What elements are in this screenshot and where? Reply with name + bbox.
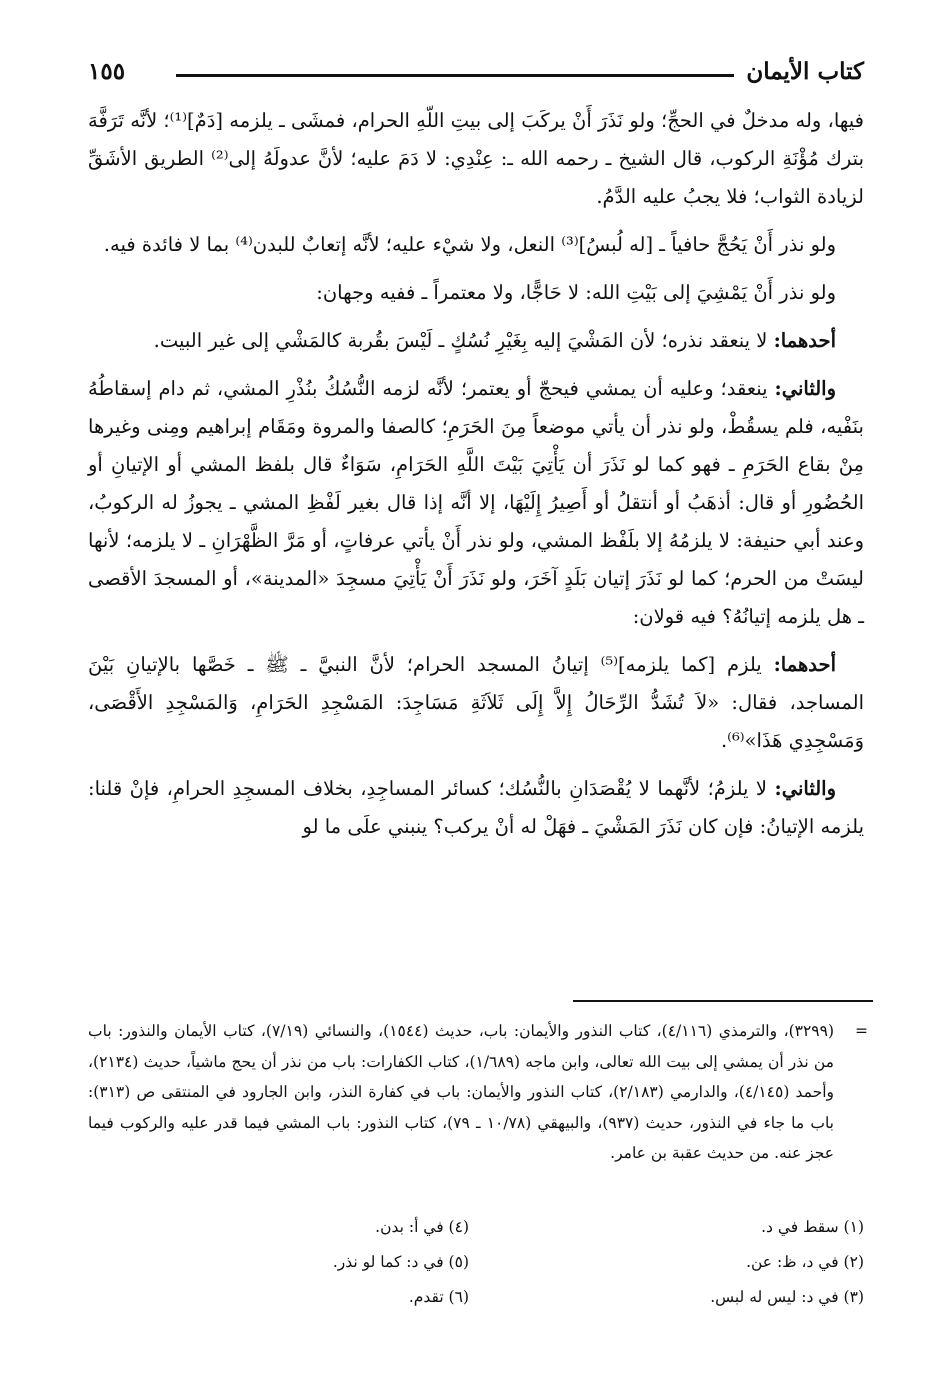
paragraph-lead: والثاني: xyxy=(774,377,836,400)
paragraph-1: فيها، وله مدخلٌ في الحجِّ؛ ولو نَذَرَ أَنْ يركَبَ إلى بيتِ اللّهِ الحرام، فمشَى ـ يلزمه [دَمٌ]⁽¹⁾؛ لأنَّه تَرَفَّهَ بترك مُؤْنَةِ الركوب، قال الشيخ ـ رحمه الله ـ: عِنْدِي: لا دَمَ عليه؛ لأنَّ عدولَهُ إلى⁽²⁾ الطريق الأشَقِّ لزيادة الثواب؛ فلا يجبُ عليه الدَّمُ. xyxy=(88,109,864,208)
paragraph-6 xyxy=(88,646,864,760)
paragraph-lead: أحدهما: xyxy=(773,653,836,676)
footnote-separator xyxy=(573,1000,873,1002)
continuation-text: (٣٢٩٩)، والترمذي (٤/١١٦)، كتاب النذور والأيمان: باب، حديث (١٥٤٤)، والنسائي (٧/١٩)، كتاب الأيمان والنذور: باب من نذر أن يمشي إلى بيت الله تعالى، وابن ماجه (١/٦٨٩)، كتاب الكفارات: باب من نذر أن يحج ماشياً، حديث (٢١٣٤)، وأحمد (٤/١٤٥)، والدارمي (٢/١٨٣)، كتاب النذور والأيمان: باب في كفارة النذر، وابن الجارود في المنتقى ص (٣١٣): باب ما جاء في النذور، حديث (٩٣٧)، والبيهقي (١٠/٧٨ ـ ٧٩)، كتاب النذور: باب المشي فيما قدر عليه والركوب فيما عجز عنه. من حديث عقبة بن عامر. xyxy=(88,1022,835,1162)
chapter-title: كتاب الأيمان xyxy=(746,58,864,85)
paragraph-lead: والثاني: xyxy=(774,777,836,800)
footnote-2: (٢) في د، ظ: عن. xyxy=(746,1253,864,1271)
paragraph-2: ولو نذر أَنْ يَحُجَّ حافياً ـ [له لُبسُ]⁽³⁾ النعل، ولا شيْء عليه؛ لأنَّه إتعابٌ للبدن⁽⁴⁾ بما لا فائدة فيه. xyxy=(103,233,836,256)
paragraph-lead: أحدهما: xyxy=(773,329,836,352)
footnote-4: (٤) في أ: بدن. xyxy=(375,1218,469,1236)
footnotes-list xyxy=(88,1218,864,1318)
page-number: ١٥٥ xyxy=(88,58,126,85)
footnote-6: (٦) تقدم. xyxy=(408,1288,469,1306)
running-header xyxy=(88,52,864,92)
paragraph-text: ينعقد؛ وعليه أن يمشي فيحجّ أو يعتمر؛ لأنَّه لزمه النُّسُكُ بنُذْرِ المشي، ثم دام إسقاطُهُ بنَفْيه، فلم يسقُطْ، ولو نذر أن يأتي موضعاً مِنَ الحَرَمِ؛ كالصفا والمروة ومَقَام إبراهيم ومِنى وغيرها مِنْ بقاع الحَرَمِ ـ فهو كما لو نَذَرَ أن يَأْتِيَ بَيْتَ اللَّهِ الحَرَامِ، سَوَاءٌ قال بلفظ المشي أو الإتيانِ أو الحُضُورِ أو قال: أذهَبُ أو أنتقلُ أو أَصِيرُ إِلَيْهَا، إلا أنَّه إذا قال بغير لَفْظِ المشي ـ يجوزُ له الركوبُ، وعند أبي حنيفة: لا يلزمُهُ إلا بلَفْظ المشي، ولو نذر أَنْ يأتي عرفاتٍ، أو مَرَّ الظَّهْرَانِ ـ لا يلزمه؛ لأنها ليسَتْ من الحرم؛ كما لو نَذَرَ إتيان بَلَدٍ آخَرَ، ولو نَذَرَ أَنْ يَأْتِيَ مسجِدَ «المدينة»، أو المسجدَ الأقصى ـ هل يلزمه إتيانُهُ؟ فيه قولان: xyxy=(88,377,864,628)
paragraph-text: لا يلزمُ؛ لأنَّهما لا يُقْصَدَانِ بالنُّسُك؛ كسائر المساجِدِ، بخلاف المسجِدِ الحرامِ، فإنْ قلنا: يلزمه الإتيانُ: فإن كان نَذَرَ المَشْيَ ـ فهَلْ له أنْ يركب؟ ينبني علَى ما لو xyxy=(88,777,864,838)
footnote-5: (٥) في د: كما لو نذر. xyxy=(332,1253,469,1271)
paragraph-4 xyxy=(88,322,864,360)
paragraph-3: ولو نذر أَنْ يَمْشِيَ إلى بَيْتِ الله: لا حَاجًّا، ولا معتمراً ـ ففيه وجهان: xyxy=(316,281,836,304)
continuation-mark: = xyxy=(855,1022,868,1040)
footnote-1: (١) سقط في د. xyxy=(761,1218,864,1236)
paragraph-text: يلزم [كما يلزمه]⁽⁵⁾ إتيانُ المسجد الحرام؛ لأنَّ النبيَّ ـ ﷺ ـ خَصَّها بالإتيانِ بَيْنَ المساجد، فقال: «لاَ تُشَدُّ الرِّحَالُ إِلاَّ إِلَى ثَلاَثَةِ مَسَاجِدَ: المَسْجِدِ الحَرَامِ، وَالمَسْجِدِ الأَقْصَى، وَمَسْجِدِي هَذَا»⁽⁶⁾. xyxy=(88,653,864,752)
paragraph-text: لا ينعقد نذره؛ لأن المَشْيَ إليه بِغَيْرِ نُسُكٍ ـ لَيْسَ بقُربة كالمَشْي إلى غير البيت. xyxy=(153,329,774,352)
footnote-3: (٣) في د: ليس له لبس. xyxy=(710,1288,864,1306)
footnote-continuation xyxy=(88,1016,868,1169)
paragraph-7 xyxy=(88,770,864,846)
header-rule xyxy=(176,74,734,77)
main-text xyxy=(88,102,864,856)
paragraph-5 xyxy=(88,370,864,636)
